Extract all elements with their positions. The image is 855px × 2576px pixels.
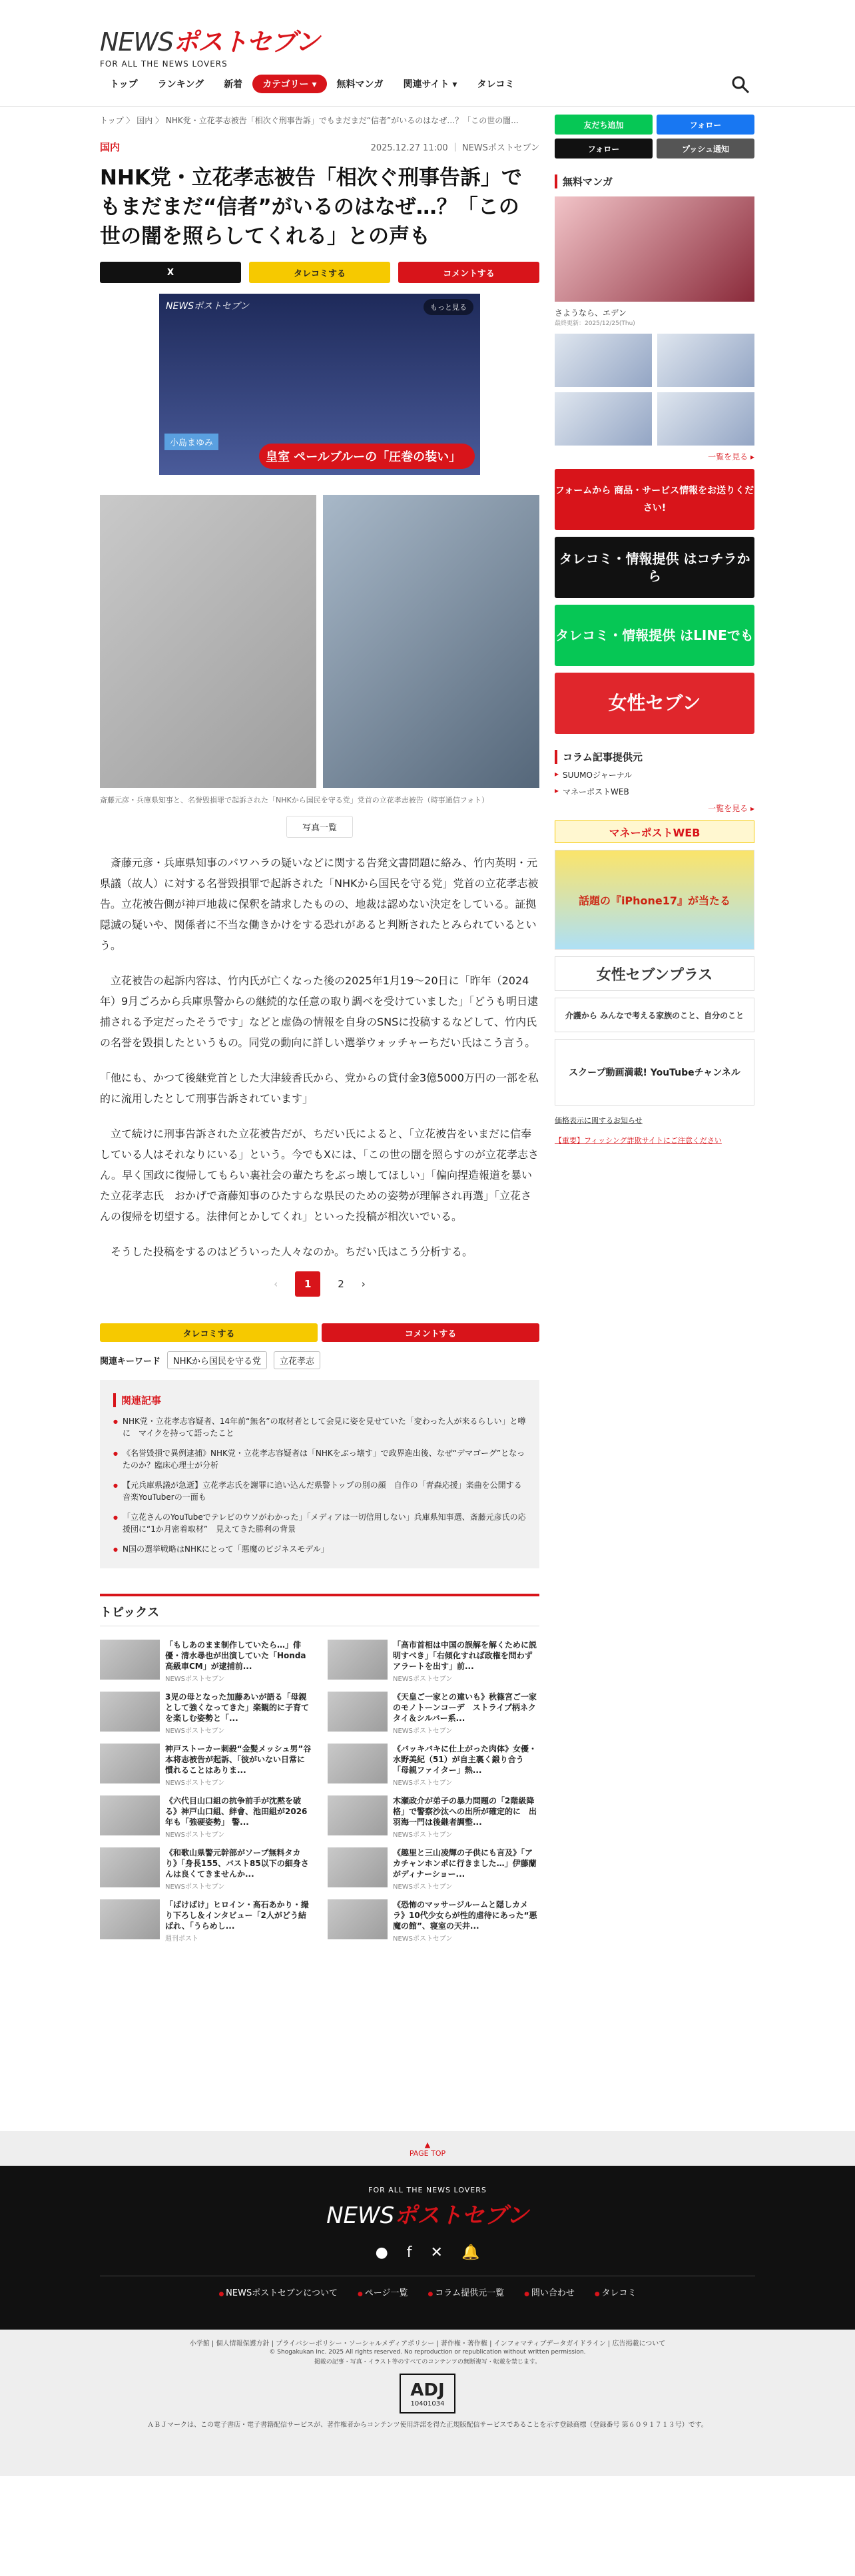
column-link[interactable]: ▸ マネーポストWEB (555, 786, 754, 797)
topic-item[interactable] (328, 1899, 539, 1943)
topic-thumb (328, 1847, 388, 1887)
video-ad[interactable] (159, 294, 480, 475)
pagination (100, 1271, 539, 1297)
manga-thumb[interactable] (555, 334, 652, 387)
tarekomi-button[interactable]: タレコミする (249, 262, 390, 283)
topics-title: トピックス (100, 1594, 539, 1626)
topic-item[interactable] (100, 1899, 312, 1943)
paragraph: 「他にも、かつて後継党首とした大津綾香氏から、党からの貸付金3億5000万円の一部を私的に流用したとして刑事告訴されています」 (100, 1072, 539, 1105)
topic-title: 《趣里と三山凌輝の子供にも言及》「アカチャンホンポに行きました…」伊藤蘭がディナーショー... (393, 1848, 537, 1879)
footer-link-tarekomi[interactable]: ● タレコミ (595, 2286, 637, 2298)
phishing-notice-link[interactable]: 【重要】フィッシング詐欺サイトにご注意ください (555, 1136, 722, 1145)
topic-title: 《和歌山県警元幹部がソープ無料タカり》「身長155、バスト85以下の細身さんは良くてきませんか... (165, 1848, 309, 1879)
column-more-link[interactable]: 一覧を見る ▸ (708, 804, 754, 813)
topic-title: 神戸ストーカー刺殺“金髪メッシュ男”谷本将志被告が起訴、「彼がいない日常に慣れることはありま... (165, 1744, 312, 1775)
photo-caption: 斎藤元彦・兵庫県知事と、名誉毀損罪で起訴された「NHKから国民を守る党」党首の立花孝志被告（時事通信フォト） (100, 796, 489, 805)
topic-title: 《恐怖のマッサージルームと隠しカメラ》10代少女らが性的虐待にあった“悪魔の館”、寝室の天井... (393, 1900, 537, 1931)
footer-social (0, 2244, 855, 2261)
manga-thumb[interactable] (657, 334, 754, 387)
share-bar (100, 262, 539, 283)
iphone-ad-banner[interactable]: 話題の『iPhone17』が当たる (555, 850, 754, 950)
article-title: NHK党・立花孝志被告「相次ぐ刑事告訴」でもまだまだ“信者”がいるのはなぜ…？「この世の闇を照らしてくれる」との声も (100, 166, 522, 248)
topic-source: NEWSポストセブン (393, 1779, 453, 1787)
ad-more-button[interactable]: もっと見る (424, 299, 473, 315)
topic-title: 《天皇ご一家との違いも》秋篠宮ご一家のモノトーンコーデ ストライプ柄ネクタイ＆シルバー系... (393, 1692, 537, 1723)
legal-links[interactable]: 小学館 | 個人情報保護方針 | プライバシーポリシー・ソーシャルメディアポリシー | 著作権・著作権 | インフォマティブデータガイドライン | 広告掲載について (189, 2340, 666, 2348)
facebook-icon[interactable]: f (406, 2244, 412, 2261)
topic-title: 「高市首相は中国の誤解を解くために説明すべき」「右傾化すれば政権を問わずアラートを出す」前... (393, 1640, 537, 1671)
copyright-jp: 掲載の記事・写真・イラスト等のすべてのコンテンツの無断複写・転載を禁じます。 (314, 2359, 541, 2366)
manga-thumb[interactable] (555, 392, 652, 446)
footer-link-pages[interactable]: ● ページ一覧 (358, 2286, 408, 2298)
nav-tarekomi[interactable]: タレコミ (477, 79, 515, 90)
topic-source: NEWSポストセブン (165, 1831, 225, 1839)
nav-related-sites[interactable]: 関連サイト ▾ (403, 79, 457, 90)
topic-thumb (100, 1744, 160, 1783)
line-follow-button[interactable]: 友だち追加 (555, 115, 653, 135)
topic-thumb (100, 1795, 160, 1835)
keywords-label: 関連キーワード (100, 1357, 161, 1367)
topic-thumb (328, 1744, 388, 1783)
next-page-button[interactable]: › (361, 1278, 366, 1290)
page-top-button[interactable]: ▲ PAGE TOP (0, 2131, 855, 2166)
related-title: 関連記事 (113, 1393, 526, 1407)
manga-cover[interactable] (555, 196, 754, 302)
copyright: © Shogakukan Inc. 2025 All rights reserved. No reproduction or republication without written permission. (269, 2349, 586, 2356)
breadcrumb[interactable]: トップ 〉 国内 〉 NHK党・立花孝志被告「相次ぐ刑事告訴」でもまだまだ“信者”がいるのはなぜ…？「この世の闇... (100, 116, 519, 125)
article-source: NEWSポストセブン (461, 143, 539, 153)
topic-thumb (328, 1899, 388, 1939)
share-bar-bottom (100, 1323, 539, 1342)
manga-more-link[interactable]: 一覧を見る ▸ (708, 452, 754, 462)
photo-list-button[interactable]: 写真一覧 (286, 816, 353, 838)
release-banner[interactable]: フォームから 商品・サービス情報をお送りください! (555, 469, 754, 530)
x-icon[interactable]: ✕ (430, 2244, 443, 2261)
search-icon[interactable] (730, 75, 750, 95)
footer-link-columns[interactable]: ● コラム提供元一覧 (428, 2286, 505, 2298)
topic-title: 木瀬政介が弟子の暴力問題の「2階級降格」で警察沙汰への出所が確定的に 出羽海一門は後継者調整... (393, 1796, 537, 1827)
topic-item[interactable] (328, 1795, 539, 1839)
manga-date: 最終更新：2025/12/25(Thu) (555, 320, 635, 327)
topic-title: 《バッキバキに仕上がった肉体》女優・水野美紀（51）が自主裏く鍛り合う「母親ファイター」熱... (393, 1744, 537, 1775)
topic-item[interactable] (328, 1744, 539, 1787)
site-footer (0, 2166, 855, 2330)
topic-source: NEWSポストセブン (393, 1883, 453, 1891)
keyword-tag[interactable]: NHKから国民を守る党 (167, 1351, 267, 1369)
topic-item[interactable] (328, 1692, 539, 1735)
x-follow-button[interactable]: フォロー (555, 139, 653, 159)
nav-free-manga[interactable]: 無料マンガ (336, 79, 384, 90)
related-link[interactable]: ● N国の選挙戦略はNHKにとって「悪魔のビジネスモデル」 (113, 1543, 526, 1555)
nav-category[interactable]: カテゴリー ▾ (252, 75, 326, 93)
article-body (100, 852, 539, 1262)
topic-thumb (328, 1692, 388, 1732)
site-header (0, 0, 855, 107)
topic-thumb (328, 1640, 388, 1680)
line-tarekomi-banner[interactable]: タレコミ・情報提供 はLINEでも (555, 605, 754, 666)
topic-thumb (100, 1847, 160, 1887)
column-link[interactable]: ▸ SUUMOジャーナル (555, 769, 754, 781)
nav-ranking[interactable]: ランキング (157, 79, 204, 90)
topic-thumb (100, 1692, 160, 1732)
topic-source: NEWSポストセブン (393, 1676, 453, 1683)
topic-source: NEWSポストセブン (393, 1935, 453, 1943)
footer-tagline: FOR ALL THE NEWS LOVERS (368, 2186, 487, 2194)
photo-tachibana (323, 495, 539, 788)
tarekomi-banner[interactable]: タレコミ・情報提供 はコチラから (555, 537, 754, 598)
article-photo[interactable] (100, 495, 539, 788)
bell-icon[interactable]: 🔔 (461, 2244, 480, 2261)
paragraph: そうした投稿をするのはどういった人々なのか。ちだい氏はこう分析する。 (111, 1245, 473, 1258)
kaigo-banner[interactable]: 介護から みんなで考える家族のこと、自分のこと (555, 998, 754, 1032)
topic-source: NEWSポストセブン (165, 1779, 225, 1787)
page-1[interactable]: 1 (295, 1271, 320, 1297)
topic-source: NEWSポストセブン (165, 1883, 225, 1891)
ad-headline: 皇室 ペールブルーの「圧巻の装い」 (259, 444, 475, 469)
topic-thumb (100, 1899, 160, 1939)
footer-links (0, 2286, 855, 2298)
moneypost-banner[interactable]: マネーポストWEB (555, 820, 754, 843)
legal-section (0, 2330, 855, 2476)
nav-new[interactable]: 新着 (224, 79, 243, 90)
topic-thumb (100, 1640, 160, 1680)
footer-link-contact[interactable]: ● 問い合わせ (524, 2286, 575, 2298)
manga-heading: 無料マンガ (555, 174, 754, 188)
topic-title: 「もしあのまま制作していたら…」俳優・清水尋也が出演していた「Honda高級車CM」が逮捕前... (165, 1640, 306, 1671)
nav-top[interactable]: トップ (110, 79, 138, 90)
ad-presenter-name: 小島まゆみ (164, 434, 218, 450)
topic-title: 「ばけばけ」ヒロイン・髙石あかり・撮り下ろし＆インタビュー「2人がどう結ばれ、「うらめし... (165, 1900, 309, 1931)
share-x-button[interactable]: X (100, 262, 241, 283)
keywords (100, 1351, 539, 1369)
main-nav (100, 75, 524, 93)
topics-section (100, 1594, 539, 1943)
topic-item[interactable] (100, 1640, 312, 1683)
josei-plus-banner[interactable]: 女性セブンプラス (555, 956, 754, 991)
topic-item[interactable] (100, 1744, 312, 1787)
topic-title: 《六代目山口組の抗争前手が沈黙を破る》神戸山口組、絆會、池田組が2026年も「強硬姿勢」 警... (165, 1796, 308, 1827)
sidebar (555, 115, 754, 1145)
paragraph: 斎藤元彦・兵庫県知事のパワハラの疑いなどに関する告発文書問題に絡み、竹内英明・元県議（故人）に対する名誉毀損罪で起訴された「NHKから国民を守る党」党首の立花孝志被告。立花被告側が神戸地裁に保釈を請求したものの、地裁は認めない決定をしている。証拠隠滅の疑いや、関係者に不当な働きかけをする恐れがあると判断されたとみられているという。 (100, 856, 539, 952)
article-date: 2025.12.27 11:00 (370, 143, 448, 153)
josei-seven-banner[interactable]: 女性セブン (555, 673, 754, 734)
column-list (555, 769, 754, 797)
related-link[interactable]: ● NHK党・立花孝志容疑者、14年前“無名”の取材者として会見に姿を見せていた「変わった人が来るらしい」と噂に マイクを持って語ったこと (113, 1415, 526, 1439)
footer-logo[interactable]: NEWSポストセブン (326, 2202, 529, 2229)
photo-saito (100, 495, 316, 788)
column-heading: コラム記事提供元 (555, 750, 754, 764)
paragraph: 立花被告の起訴内容は、竹内氏が亡くなった後の2025年1月19〜20日に「昨年（2024年）9月ごろから兵庫県警からの継続的な任意の取り調べを受けていました」「どうも明日逮捕される予定だったそうです」などと虚偽の情報を自身のSNSに投稿するなどして、竹内氏の名誉を毀損したというもの。同党の動向に詳しい選挙ウォッチャーちだい氏はこう言う。 (100, 974, 539, 1049)
youtube-banner[interactable]: スクープ動画満載! YouTubeチャンネル (555, 1039, 754, 1106)
topic-item[interactable] (100, 1847, 312, 1891)
keyword-tag[interactable]: 立花孝志 (274, 1351, 320, 1369)
prev-page-button[interactable]: ‹ (274, 1278, 278, 1290)
facebook-follow-button[interactable]: フォロー (657, 115, 754, 135)
follow-buttons (555, 115, 754, 159)
manga-title[interactable]: さようなら、エデン (555, 308, 627, 318)
page-2[interactable]: 2 (338, 1278, 344, 1290)
article-main: 国内 2025.12.27 11:00 ｜ NEWSポストセブン NHK党・立花孝志被告「相次ぐ刑事告訴」でもまだまだ“信者”がいるのはなぜ…？「この世の闇を照らしてくれる」との声も X タレコミする コメントする NEWSポストセブン もっと見る 小島まゆみ 皇室 ペールブルーの「圧巻の装い」 斎藤元彦・兵庫県知事と、名誉毀損罪で起訴された「NHKから国民を守る党」党首の立花孝志被告（時事通信フォト） 写真一覧 斎藤元彦・兵庫県知事のパワハラの疑いなどに関する告発文書問題に絡み、竹内英明・元県議（故人）に対する名誉毀損罪で起訴された「NHKから国民を守る党」党首の立花孝志被告。立花被告側が神戸地裁に保釈を請求したものの、地裁は認めない決定をしている。証拠隠滅の疑いや、関係者に不当な働きかけをする恐れがあると判断されたとみられているという。 立花被告の起訴内容は、竹内氏が亡くなった後の2025年1月19〜20日に「昨年（2024年）9月ごろから兵庫県警からの継続的な任意の取り調べを受けていました」「どうも明日逮捕される予定だったそうです」などと虚偽の情報を自身のSNSに投稿するなどして、竹内氏の名誉を毀損したというもの。同党の動向に詳しい選挙ウォッチャーちだい氏はこう言う。 「他にも、かつて後継党首とした大津綾香氏から、党からの貸付金3億5000万円の一部を私的に流用したとして刑事告訴されています」 立て続けに刑事告訴された立花被告だが、ちだい氏によると、「立花被告をいまだに信奉している人はそれなりにいる」という。今でもXには、「この世の闇を照らすのが立花孝志さん。早く国政に復帰してもらい裏社会の輩たちをぶっ壊してほしい」「偏向捏造報道を暴いた立花孝志氏 おかげで斎藤知事のひたすらな県民のための姿勢が理解され再選」「立花さんの復帰を切望する。法律何とかしてくれ」といった投稿が相次いでいる。 そうした投稿をするのはどういった人々なのか。ちだい氏はこう分析する。 ‹ 1 2 › タレコミする コメントする 関連キーワード NHKから国民を守る党 立花孝志 関連記事 ● NHK党・立花孝志容疑者、14年前“無名”の取材者として会見に姿を見せていた「変わった人が来るらしい」と噂に マイクを持って語ったこと ● 《名誉毀損で異例逮捕》NHK党・立花孝志容疑者は「NHKをぶっ壊す」で政界進出後、なぜ“デマゴーグ”となったのか？臨床心理士が分析 ● 【元兵庫県議が急逝】立花孝志氏を謝罪に追い込んだ県警トップの別の顔 自作の「青森応援」楽曲を公開する音楽YouTuberの一面も ● 「立花さんのYouTubeでテレビのウソがわかった」「メディアは一切信用しない」兵庫県知事選、斎藤元彦氏の応援団に“1か月密着取材” 見えてきた勝利の背景 ● N国の選挙戦略はNHKにとって「悪魔のビジネスモデル」 トピックス 「もしあのまま制作していたら…」俳優・清水尋也が出演していた「Honda高級車CM」が逮捕前... NEWSポストセブン 「高市首相は中国の誤解を解くために説明すべき」「右傾化すれば政権を問わずアラートを出す」前... NEWSポストセブン 3児の母となった加藤あいが語る「母親として強くなってきた」楽観的に子育てを楽しむ姿勢と「... NEWSポストセブン 《天皇ご一家との違いも》秋篠宮ご一家のモノトーンコーデ ストライプ柄ネクタイ＆シルバー系... NEWSポストセブン 神戸ストーカー刺殺“金髪メッシュ男”谷本将志被告が起訴、「彼がいない日常に慣れることはありま... NEWSポストセブン 《バッキバキに仕上がった肉体》女優・水野美紀（51）が自主裏く鍛り合う「母親ファイター」熱... NEWSポストセブン 《六代目山口組の抗争前手が沈黙を破る》神戸山口組、絆會、池田組が2026年も「強硬姿勢」 警... NEWSポストセブン 木瀬政介が弟子の暴力問題の「2階級降格」で警察沙汰への出所が確定的に 出羽海一門は後継者調整... NEWSポストセブン 《和歌山県警元幹部がソープ無料タカり》「身長155、バスト85以下の細身さんは良くてきませんか... NEWSポストセブン 《趣里と三山凌輝の子供にも言及》「アカチャンホンポに行きました…」伊藤蘭がディナーショー... NEWSポストセブン 「ばけばけ」ヒロイン・髙石あかり・撮り下ろし＆インタビュー「2人がどう結ばれ、「うらめし... 週刊ポスト 《恐怖のマッサージルームと隠しカメラ》10代少女らが性的虐待にあった“悪魔の館”、寝室の天井... NEWSポストセブン (100, 140, 539, 1939)
topic-item[interactable] (100, 1692, 312, 1735)
topic-item[interactable] (328, 1640, 539, 1683)
comment-button[interactable]: コメントする (398, 262, 539, 283)
topic-item[interactable] (100, 1795, 312, 1839)
footer-link-about[interactable]: ● NEWSポストセブンについて (218, 2286, 338, 2298)
topic-source: 週刊ポスト (165, 1935, 198, 1943)
price-notice-link[interactable]: 価格表示に関するお知らせ (555, 1116, 643, 1125)
paragraph: 立て続けに刑事告訴された立花被告だが、ちだい氏によると、「立花被告をいまだに信奉している人はそれなりにいる」という。今でもXには、「この世の闇を照らすのが立花孝志さん。早く国政に復帰してもらい裏社会の輩たちをぶっ壊してほしい」「偏向捏造報道を暴いた立花孝志氏 おかげで斎藤知事のひたすらな県民のための姿勢が理解され再選」「立花さんの復帰を切望する。法律何とかしてくれ」といった投稿が相次いでいる。 (100, 1127, 539, 1223)
related-link[interactable]: ● 【元兵庫県議が急逝】立花孝志氏を謝罪に追い込んだ県警トップの別の顔 自作の「青森応援」楽曲を公開する音楽YouTuberの一面も (113, 1479, 526, 1503)
topic-source: NEWSポストセブン (393, 1831, 453, 1839)
topic-item[interactable] (328, 1847, 539, 1891)
site-logo[interactable]: NEWSポストセブン FOR ALL THE NEWS LOVERS (100, 27, 320, 69)
ad-logo: NEWSポストセブン (166, 301, 250, 312)
tarekomi-button[interactable]: タレコミする (100, 1323, 318, 1342)
push-notify-button[interactable]: プッシュ通知 (657, 139, 754, 159)
manga-thumb[interactable] (657, 392, 754, 446)
related-link[interactable]: ● 《名誉毀損で異例逮捕》NHK党・立花孝志容疑者は「NHKをぶっ壊す」で政界進出後、なぜ“デマゴーグ”となったのか？臨床心理士が分析 (113, 1447, 526, 1471)
related-link[interactable]: ● 「立花さんのYouTubeでテレビのウソがわかった」「メディアは一切信用しない」兵庫県知事選、斎藤元彦氏の応援団に“1か月密着取材” 見えてきた勝利の背景 (113, 1511, 526, 1535)
adj-text: ＡＢＪマークは、この電子書店・電子書籍配信サービスが、著作権者からコンテンツ使用許諾を得た正規版配信サービスであることを示す登録商標（登録番号 第６０９１７１３号）です。 (147, 2421, 708, 2429)
topic-source: NEWSポストセブン (165, 1676, 225, 1683)
topic-title: 3児の母となった加藤あいが語る「母親として強くなってきた」楽観的に子育てを楽しむ姿勢と「... (165, 1692, 310, 1723)
manga-grid (555, 334, 754, 446)
related-articles (100, 1380, 539, 1568)
topic-thumb (328, 1795, 388, 1835)
topic-source: NEWSポストセブン (393, 1728, 453, 1735)
article-category[interactable]: 国内 (100, 141, 121, 153)
topic-source: NEWSポストセブン (165, 1728, 225, 1735)
adj-mark: ADJ 10401034 (400, 2374, 455, 2414)
line-icon[interactable]: ● (375, 2244, 388, 2261)
comment-button[interactable]: コメントする (322, 1323, 539, 1342)
